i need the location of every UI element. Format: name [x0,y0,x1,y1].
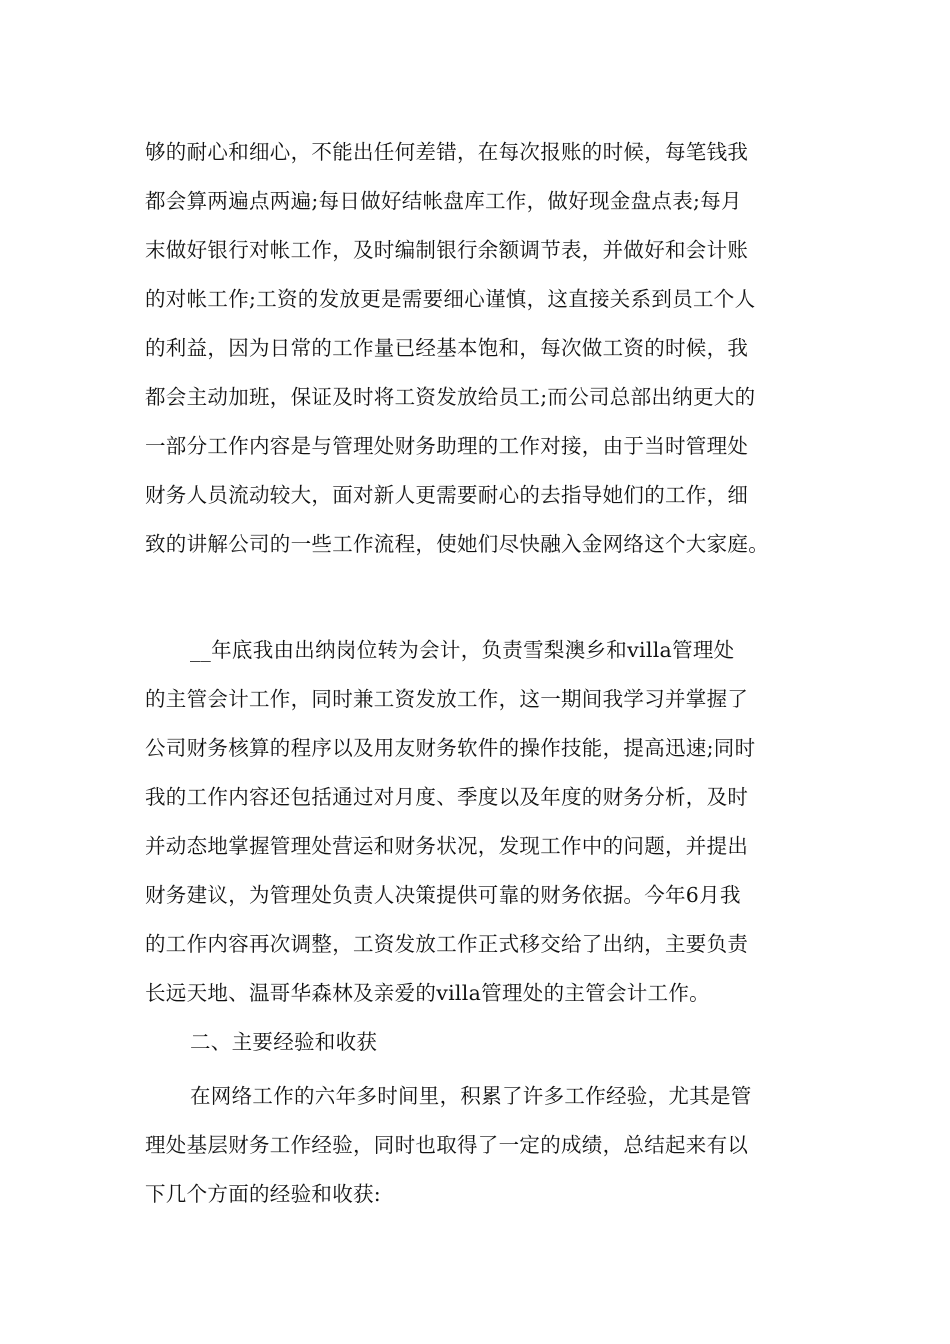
text-line: 并动态地掌握管理处营运和财务状况，发现工作中的问题，并提出 [145,834,749,858]
text-line: 下几个方面的经验和收获: [145,1182,382,1206]
text-line: __年底我由出纳岗位转为会计，负责雪梨澳乡和villa管理处 [190,638,735,662]
text-line: 的对帐工作;工资的发放更是需要细心谨慎，这直接关系到员工个人 [145,287,756,311]
text-line: 在网络工作的六年多时间里，积累了许多工作经验，尤其是管 [190,1084,752,1108]
paragraph-cashier-duties [145,128,825,569]
text-line: 一部分工作内容是与管理处财务助理的工作对接，由于当时管理处 [145,434,749,458]
text-line: 公司财务核算的程序以及用友财务软件的操作技能，提高迅速;同时 [145,736,756,760]
text-line: 都会算两遍点两遍;每日做好结帐盘库工作，做好现金盘点表;每月 [145,189,742,213]
text-line: 理处基层财务工作经验，同时也取得了一定的成绩，总结起来有以 [145,1133,749,1157]
text-line: 财务人员流动较大，面对新人更需要耐心的去指导她们的工作，细 [145,483,749,507]
text-line: 致的讲解公司的一些工作流程，使她们尽快融入金网络这个大家庭。 [145,532,769,556]
text-line: 末做好银行对帐工作，及时编制银行余额调节表，并做好和会计账 [145,238,749,262]
text-line: 长远天地、温哥华森林及亲爱的villa管理处的主管会计工作。 [145,981,710,1005]
section-heading-text: 二、主要经验和收获 [190,1030,378,1054]
text-line: 够的耐心和细心，不能出任何差错，在每次报账的时候，每笔钱我 [145,140,749,164]
text-line: 我的工作内容还包括通过对月度、季度以及年度的财务分析，及时 [145,785,749,809]
paragraph-experience [145,1072,825,1219]
text-line: 都会主动加班，保证及时将工资发放给员工;而公司总部出纳更大的 [145,385,756,409]
text-line: 的主管会计工作，同时兼工资发放工作，这一期间我学习并掌握了 [145,687,749,711]
section-heading [145,1018,825,1067]
text-line: 的工作内容再次调整，工资发放工作正式移交给了出纳，主要负责 [145,932,749,956]
text-line: 的利益，因为日常的工作量已经基本饱和，每次做工资的时候，我 [145,336,749,360]
text-line: 财务建议，为管理处负责人决策提供可靠的财务依据。今年6月我 [145,883,741,907]
paragraph-accountant-role [145,626,825,1018]
